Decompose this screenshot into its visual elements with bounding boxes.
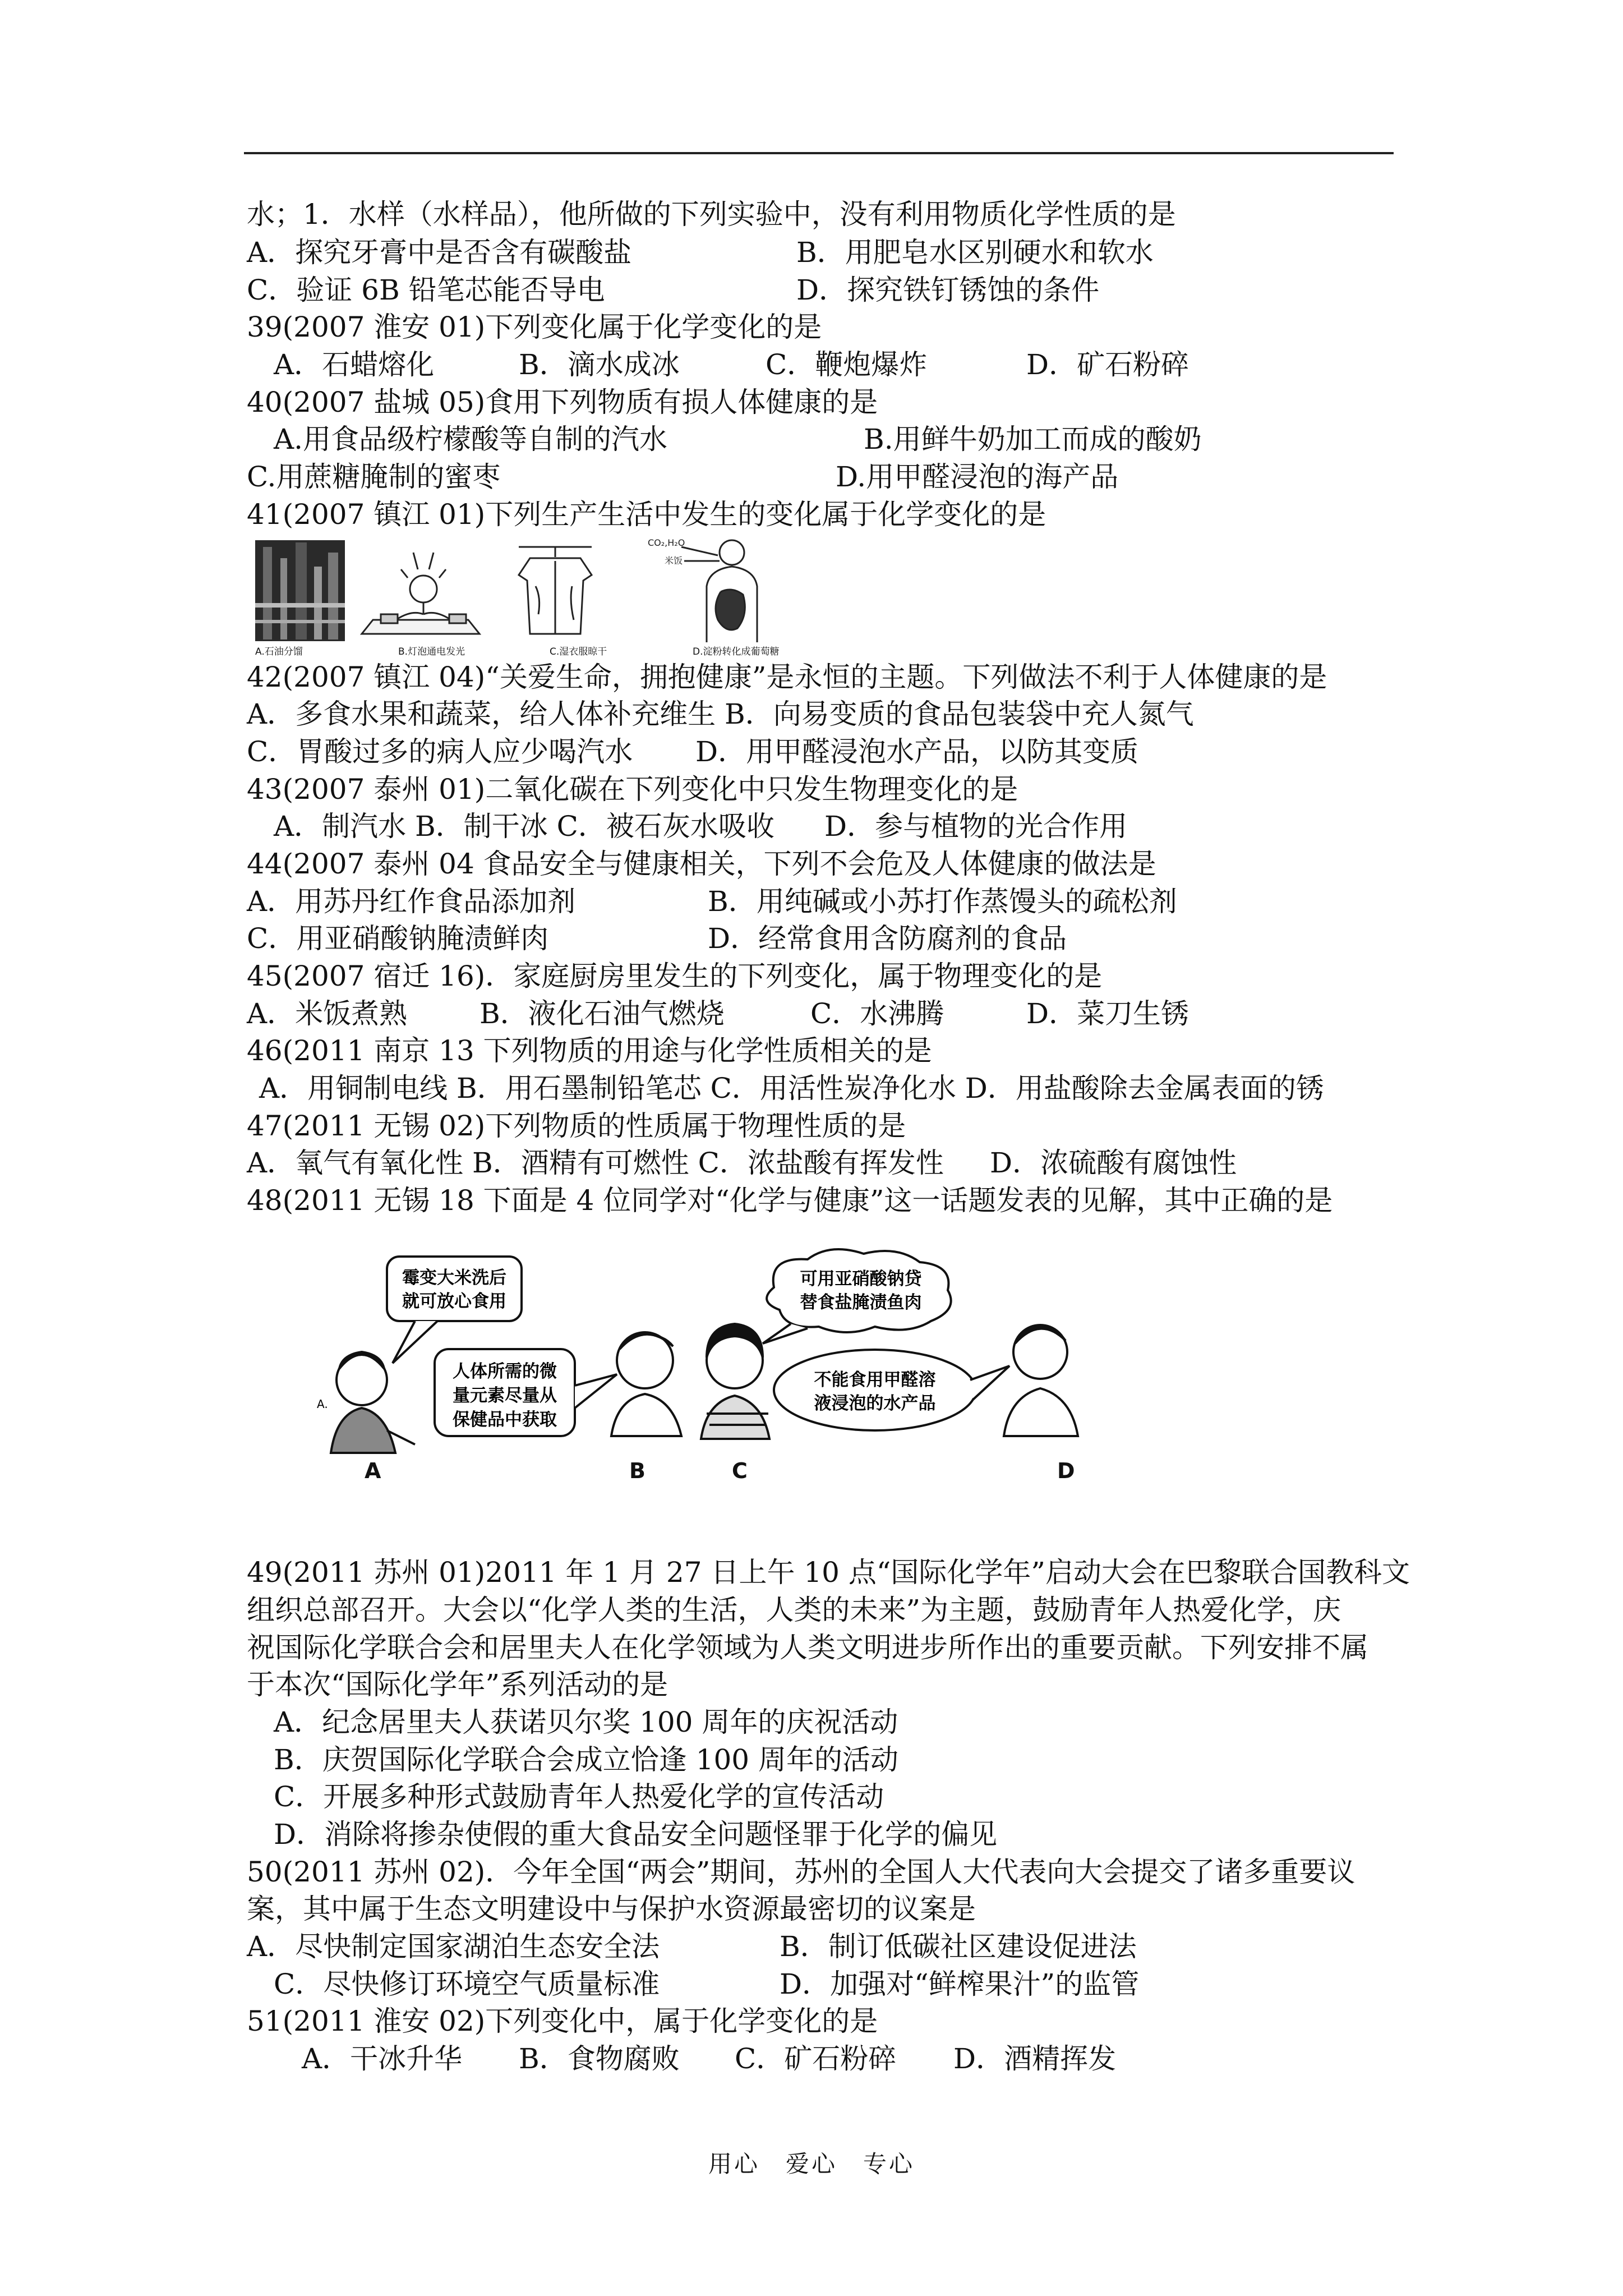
wet-clothes-picture	[519, 547, 592, 634]
option-45b: B．液化石油气燃烧	[479, 997, 725, 1030]
student-d-figure	[1004, 1325, 1078, 1436]
option-44a: A．用苏丹红作食品添加剂	[247, 885, 576, 918]
question-46-stem: 46(2011 南京 13 下列物质的用途与化学性质相关的是	[247, 1034, 932, 1067]
small-mark-a: A.	[317, 1397, 328, 1411]
question-1-stem: 水；1．水样（水样品），他所做的下列实验中，没有利用物质化学性质的是	[247, 198, 1176, 231]
option-40d: D.用甲醛浸泡的海产品	[836, 461, 1119, 493]
speech-bubble-b	[435, 1349, 617, 1436]
option-43d: D．参与植物的光合作用	[824, 810, 1128, 843]
bubble-b-line-2: 量元素尽量从	[453, 1386, 557, 1406]
four-scenes-illustration	[255, 536, 850, 656]
student-letter-b: B	[629, 1458, 645, 1483]
option-46: A．用铜制电线 B．用石墨制铅笔芯 C．用活性炭净化水 D．用盐酸除去金属表面的锈	[259, 1072, 1324, 1105]
question-48-stem: 48(2011 无锡 18 下面是 4 位同学对“化学与健康”这一话题发表的见解，其中正确的是	[247, 1184, 1333, 1217]
option-1a: A．探究牙膏中是否含有碳酸盐	[247, 236, 632, 269]
question-41-figure	[255, 536, 850, 656]
question-40-stem: 40(2007 盐城 05)食用下列物质有损人体健康的是	[247, 386, 878, 418]
question-49-stem-line-3: 祝国际化学联合会和居里夫人在化学领域为人类文明进步所作出的重要贡献。下列安排不属	[247, 1631, 1368, 1664]
question-50-stem-line-2: 案，其中属于生态文明建设中与保护水资源最密切的议案是	[247, 1893, 976, 1925]
option-44b: B．用纯碱或小苏打作蒸馒头的疏松剂	[708, 885, 1177, 918]
student-a-figure	[331, 1352, 415, 1453]
speech-bubble-a	[387, 1257, 522, 1363]
option-39b: B．滴水成冰	[519, 348, 680, 381]
question-48-cartoon	[314, 1245, 1127, 1492]
question-45-stem: 45(2007 宿迁 16)．家庭厨房里发生的下列变化，属于物理变化的是	[247, 960, 1103, 992]
bubble-c-line-2: 替食盐腌渍鱼肉	[800, 1292, 922, 1313]
option-42ab: A．多食水果和蔬菜，给人体补充维生 B．向易变质的食品包装袋中充人氮气	[247, 698, 1194, 730]
figure-caption-c: C.湿衣服晾干	[550, 646, 607, 657]
option-39a: A．石蜡熔化	[274, 348, 435, 381]
bubble-a-line-1: 霉变大米洗后	[402, 1268, 506, 1288]
student-letter-a: A	[365, 1458, 381, 1483]
header-rule	[244, 152, 1394, 154]
figure-caption-d: D.淀粉转化成葡萄糖	[693, 646, 780, 657]
refinery-picture	[255, 540, 345, 641]
bubble-d-line-1: 不能食用甲醛溶	[814, 1370, 936, 1390]
label-rice: 米饭	[665, 555, 683, 566]
option-47d: D．浓硫酸有腐蚀性	[990, 1147, 1237, 1179]
question-49-stem-line-1: 49(2011 苏州 01)2011 年 1 月 27 日上午 10 点“国际化学年”启动大会在巴黎联合国教科文	[247, 1556, 1410, 1589]
page-footer: 用心 爱心 专心	[708, 2150, 915, 2178]
bubble-a-line-2: 就可放心食用	[402, 1291, 506, 1312]
student-c-figure	[701, 1324, 769, 1439]
option-45a: A．米饭煮熟	[247, 997, 408, 1030]
option-49c: C．开展多种形式鼓励青年人热爱化学的宣传活动	[274, 1780, 884, 1813]
student-b-figure	[611, 1332, 681, 1436]
question-51-stem: 51(2011 淮安 02)下列变化中，属于化学变化的是	[247, 2005, 878, 2037]
option-43abc: A．制汽水 B．制干冰 C．被石灰水吸收	[274, 810, 774, 843]
option-50b: B．制订低碳社区建设促进法	[780, 1930, 1137, 1963]
option-51b: B．食物腐败	[519, 2042, 680, 2075]
question-50-stem-line-1: 50(2011 苏州 02)．今年全国“两会”期间，苏州的全国人大代表向大会提交了诸多重要议	[247, 1856, 1355, 1888]
question-47-stem: 47(2011 无锡 02)下列物质的性质属于物理性质的是	[247, 1110, 906, 1142]
option-45d: D．菜刀生锈	[1026, 997, 1189, 1030]
option-44d: D．经常食用含防腐剂的食品	[708, 922, 1067, 955]
option-49b: B．庆贺国际化学联合会成立恰逢 100 周年的活动	[274, 1743, 898, 1776]
bulb-circuit-picture	[362, 553, 479, 634]
option-45c: C．水沸腾	[810, 997, 944, 1030]
speech-bubble-c	[763, 1249, 951, 1343]
option-1d: D．探究铁钉锈蚀的条件	[796, 274, 1100, 306]
option-42c: C．胃酸过多的病人应少喝汽水	[247, 735, 633, 768]
question-43-stem: 43(2007 泰州 01)二氧化碳在下列变化中只发生物理变化的是	[247, 773, 1018, 806]
digestion-picture	[648, 537, 757, 642]
option-49a: A．纪念居里夫人获诺贝尔奖 100 周年的庆祝活动	[274, 1706, 898, 1738]
speech-bubble-d	[774, 1350, 1009, 1430]
question-49-stem-line-2: 组织总部召开。大会以“化学人类的生活，人类的未来”为主题，鼓励青年人热爱化学，庆	[247, 1594, 1341, 1626]
option-51c: C．矿石粉碎	[735, 2042, 897, 2075]
question-42-stem: 42(2007 镇江 04)“关爱生命，拥抱健康”是永恒的主题。下列做法不利于人体健康的是	[247, 661, 1327, 693]
bubble-c-line-1: 可用亚硝酸钠贷	[800, 1269, 922, 1289]
bubble-b-line-3: 保健品中获取	[453, 1410, 557, 1430]
question-39-stem: 39(2007 淮安 01)下列变化属于化学变化的是	[247, 311, 822, 343]
option-50d: D．加强对“鲜榨果汁”的监管	[780, 1968, 1140, 2000]
option-39c: C．鞭炮爆炸	[766, 348, 928, 381]
student-letter-d: D	[1057, 1458, 1075, 1483]
figure-caption-a: A.石油分馏	[255, 646, 303, 657]
option-51a: A．干冰升华	[302, 2042, 463, 2075]
option-49d: D．消除将掺杂使假的重大食品安全问题怪罪于化学的偏见	[274, 1818, 998, 1851]
option-40a: A.用食品级柠檬酸等自制的汽水	[274, 423, 668, 455]
option-40c: C.用蔗糖腌制的蜜枣	[247, 461, 501, 493]
option-50a: A．尽快制定国家湖泊生态安全法	[247, 1930, 660, 1963]
bubble-b-line-1: 人体所需的微	[453, 1361, 557, 1382]
option-39d: D．矿石粉碎	[1026, 348, 1189, 381]
option-44c: C．用亚硝酸钠腌渍鲜肉	[247, 922, 549, 955]
option-40b: B.用鲜牛奶加工而成的酸奶	[864, 423, 1202, 455]
option-1b: B．用肥皂水区别硬水和软水	[796, 236, 1154, 269]
label-co2-h2o: CO₂,H₂O	[648, 537, 685, 548]
question-44-stem: 44(2007 泰州 04 食品安全与健康相关，下列不会危及人体健康的做法是	[247, 848, 1156, 880]
option-50c: C．尽快修订环境空气质量标准	[274, 1968, 660, 2000]
option-51d: D．酒精挥发	[953, 2042, 1117, 2075]
student-letter-c: C	[732, 1458, 748, 1483]
option-47abc: A．氧气有氧化性 B．酒精有可燃性 C．浓盐酸有挥发性	[247, 1147, 944, 1179]
option-42d: D．用甲醛浸泡水产品，以防其变质	[695, 735, 1139, 768]
question-41-stem: 41(2007 镇江 01)下列生产生活中发生的变化属于化学变化的是	[247, 498, 1046, 531]
bubble-d-line-2: 液浸泡的水产品	[814, 1393, 936, 1414]
question-49-stem-line-4: 于本次“国际化学年”系列活动的是	[247, 1668, 668, 1701]
four-students-illustration	[314, 1245, 1127, 1492]
figure-caption-b: B.灯泡通电发光	[398, 646, 465, 657]
option-1c: C．验证 6B 铅笔芯能否导电	[247, 274, 605, 306]
